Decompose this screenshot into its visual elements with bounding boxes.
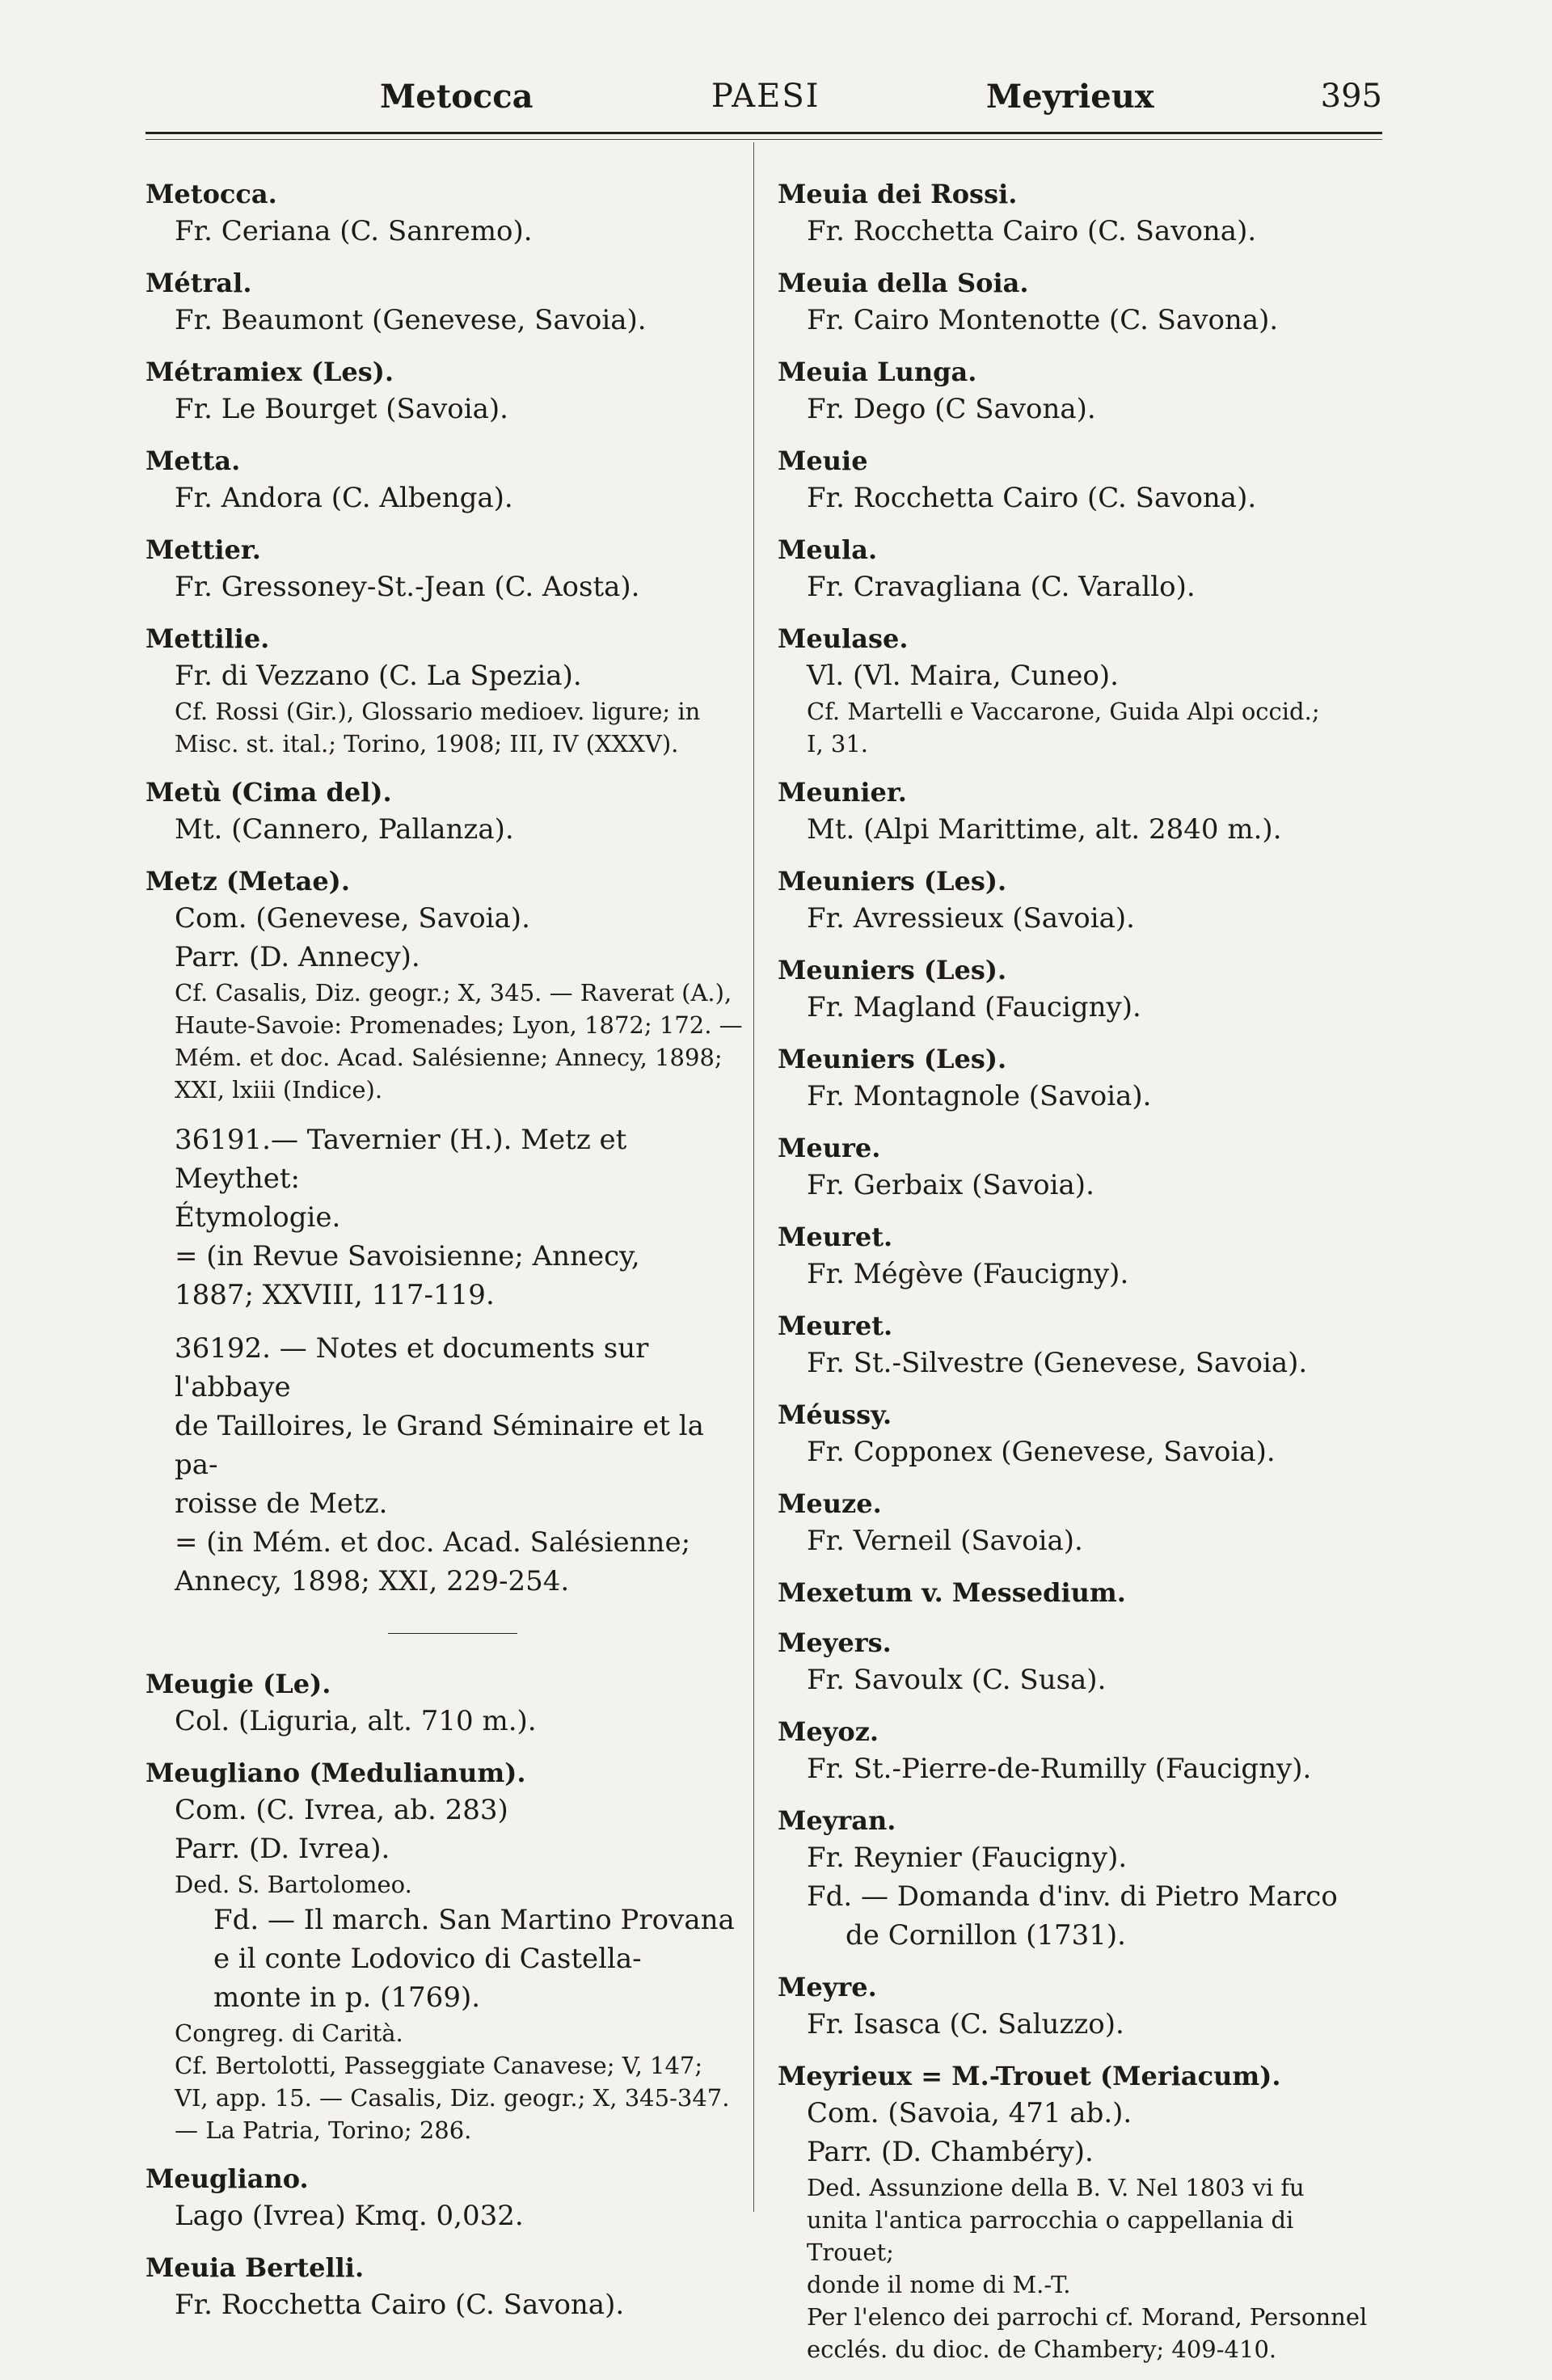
entry-line: Fr. Isasca (C. Saluzzo).	[807, 2008, 1124, 2040]
bibliography-line: de Tailloires, le Grand Séminaire et la pa-	[175, 1410, 704, 1481]
dictionary-entry	[778, 1041, 1380, 1116]
entry-note: Cf. Rossi (Gir.), Glossario medioev. ligure; in	[175, 698, 701, 725]
entry-line: Fr. Gerbaix (Savoia).	[807, 1169, 1094, 1201]
entry-line: Com. (Genevese, Savoia).	[175, 902, 530, 935]
entry-line: Fr. Cairo Montenotte (C. Savona).	[807, 304, 1279, 336]
entry-continuation: monte in p. (1769).	[213, 1981, 481, 2014]
entry-headword: Meuia Lunga.	[778, 357, 977, 387]
dictionary-entry	[146, 1666, 748, 1741]
entry-headword: Mexetum v. Messedium.	[778, 1577, 1126, 1608]
entry-headword: Meulase.	[778, 623, 909, 654]
dictionary-entry	[146, 2250, 748, 2324]
entry-line: Col. (Liguria, alt. 710 m.).	[175, 1705, 537, 1737]
dictionary-entry	[778, 774, 1380, 849]
bibliography-line: Étymologie.	[175, 1201, 341, 1234]
entry-note: Congreg. di Carità.	[175, 2019, 403, 2047]
dictionary-entry	[778, 1397, 1380, 1471]
entry-headword: Meuze.	[778, 1488, 882, 1519]
entry-note: Cf. Bertolotti, Passeggiate Canavese; V, 147;	[175, 2052, 703, 2079]
dictionary-entry	[778, 1803, 1380, 1955]
entry-note: I, 31.	[807, 730, 869, 757]
entry-line: Fr. Ceriana (C. Sanremo).	[175, 215, 533, 247]
dictionary-entry	[778, 1714, 1380, 1788]
dictionary-entry	[778, 1308, 1380, 1382]
entry-line: Com. (Savoia, 471 ab.).	[807, 2097, 1132, 2129]
entry-headword: Metù (Cima del).	[146, 777, 392, 808]
entry-note: Cf. Martelli e Vaccarone, Guida Alpi occid.;	[807, 698, 1320, 725]
header-rule	[146, 132, 1382, 134]
entry-continuation: e il conte Lodovico di Castella-	[213, 1943, 642, 1975]
dictionary-entry	[778, 354, 1380, 428]
entry-note: Mém. et doc. Acad. Salésienne; Annecy, 1898;	[175, 1044, 723, 1071]
entry-headword: Meyran.	[778, 1805, 896, 1836]
right-column	[778, 176, 1380, 2380]
dictionary-entry	[778, 1486, 1380, 1560]
dictionary-entry	[778, 443, 1380, 517]
dictionary-entry	[146, 774, 748, 849]
entry-headword: Meuret.	[778, 1310, 893, 1341]
dictionary-entry	[778, 952, 1380, 1027]
column-divider	[753, 142, 754, 2212]
entry-line: Fr. Le Bourget (Savoia).	[175, 393, 508, 425]
entry-headword: Meuia dei Rossi.	[778, 179, 1018, 209]
dictionary-entry	[778, 621, 1380, 760]
entry-line: Parr. (D. Ivrea).	[175, 1833, 390, 1865]
dictionary-entry	[146, 621, 748, 760]
entry-note: Misc. st. ital.; Torino, 1908; III, IV (XXXV).	[175, 730, 679, 757]
entry-note: — La Patria, Torino; 286.	[175, 2116, 472, 2144]
dictionary-entry	[146, 1755, 748, 2146]
entry-note: VI, app. 15. — Casalis, Diz. geogr.; X, 345-347.	[175, 2084, 730, 2112]
entry-line: Fr. Reynier (Faucigny).	[807, 1842, 1128, 1874]
entry-headword: Meuniers (Les).	[778, 866, 1007, 897]
entry-line: Vl. (Vl. Maira, Cuneo).	[807, 660, 1119, 692]
dictionary-entry	[778, 1130, 1380, 1205]
entry-headword: Meyre.	[778, 1972, 877, 2002]
entry-line: Mt. (Cannero, Pallanza).	[175, 813, 514, 846]
entry-note: ecclés. du dioc. de Chambery; 409-410.	[807, 2336, 1277, 2363]
bibliography-line: = (in Revue Savoisienne; Annecy,	[175, 1240, 640, 1272]
entry-line: Fr. Beaumont (Genevese, Savoia).	[175, 304, 647, 336]
entry-line: Com. (C. Ivrea, ab. 283)	[175, 1794, 508, 1826]
dictionary-entry	[146, 532, 748, 606]
entry-line: Fr. Dego (C Savona).	[807, 393, 1096, 425]
entry-line: Fr. Andora (C. Albenga).	[175, 482, 513, 514]
entry-headword: Mettilie.	[146, 623, 270, 654]
entry-note: Ded. Assunzione della B. V. Nel 1803 vi fu	[807, 2174, 1305, 2201]
header-left-term: Metocca	[380, 78, 534, 116]
entry-continuation: de Cornillon (1731).	[846, 1919, 1126, 1952]
dictionary-entry	[778, 1575, 1380, 1610]
entry-line: Fr. Rocchetta Cairo (C. Savona).	[175, 2289, 625, 2321]
dictionary-entry	[146, 265, 748, 340]
header-right-term: Meyrieux	[986, 78, 1154, 116]
bibliography-line: 36191.— Tavernier (H.). Metz et Meythet:	[175, 1124, 627, 1195]
entry-line: Fd. — Domanda d'inv. di Pietro Marco	[807, 1880, 1338, 1913]
dictionary-entry	[146, 2161, 748, 2235]
entry-headword: Métramiex (Les).	[146, 357, 394, 387]
entry-note: donde il nome di M.-T.	[807, 2271, 1071, 2298]
dictionary-entry	[146, 863, 748, 1106]
entry-headword: Meuret.	[778, 1222, 893, 1252]
entry-headword: Meugliano (Medulianum).	[146, 1758, 526, 1788]
entry-headword: Meula.	[778, 534, 878, 565]
dictionary-entry	[146, 176, 748, 251]
entry-headword: Meuniers (Les).	[778, 955, 1007, 985]
dictionary-entry	[146, 354, 748, 428]
entry-line: Fr. Savoulx (C. Susa).	[807, 1664, 1107, 1696]
entry-line: Fr. St.-Pierre-de-Rumilly (Faucigny).	[807, 1753, 1312, 1785]
entry-note: Per l'elenco dei parrochi cf. Morand, Personnel	[807, 2303, 1368, 2331]
entry-note: unita l'antica parrocchia o cappellania di Trouet;	[807, 2206, 1294, 2266]
dictionary-entry	[778, 2058, 1380, 2365]
entry-line: Mt. (Alpi Marittime, alt. 2840 m.).	[807, 813, 1282, 846]
entry-headword: Meyers.	[778, 1627, 892, 1658]
entry-line: Lago (Ivrea) Kmq. 0,032.	[175, 2200, 524, 2232]
left-column	[146, 176, 748, 2339]
dictionary-entry	[778, 863, 1380, 938]
section-separator	[388, 1633, 517, 1634]
header-rule-thin	[146, 139, 1382, 140]
entry-line: Fr. Montagnole (Savoia).	[807, 1080, 1152, 1112]
entry-note: Haute-Savoie: Promenades; Lyon, 1872; 172. —	[175, 1011, 743, 1039]
dictionary-entry	[778, 1219, 1380, 1293]
entry-line: Fr. di Vezzano (C. La Spezia).	[175, 660, 582, 692]
dictionary-entry	[778, 265, 1380, 340]
entry-line: Fr. Rocchetta Cairo (C. Savona).	[807, 215, 1257, 247]
dictionary-entry	[778, 1969, 1380, 2044]
entry-headword: Meunier.	[778, 777, 907, 808]
entry-note: Ded. S. Bartolomeo.	[175, 1871, 412, 1898]
entry-headword: Meuniers (Les).	[778, 1044, 1007, 1074]
entry-headword: Metz (Metae).	[146, 866, 350, 897]
entry-headword: Meyoz.	[778, 1716, 879, 1747]
bibliography-line: = (in Mém. et doc. Acad. Salésienne;	[175, 1526, 691, 1559]
entry-headword: Métral.	[146, 268, 252, 298]
entry-note: Cf. Casalis, Diz. geogr.; X, 345. — Raverat (A.),	[175, 979, 732, 1006]
entry-line: Fr. Cravagliana (C. Varallo).	[807, 571, 1196, 603]
entry-headword: Meuia della Soia.	[778, 268, 1029, 298]
entry-line: Fr. Avressieux (Savoia).	[807, 902, 1135, 935]
entry-headword: Meugliano.	[146, 2163, 309, 2194]
bibliography-line: roisse de Metz.	[175, 1488, 388, 1520]
page-number: 395	[1320, 78, 1382, 115]
entry-headword: Meure.	[778, 1133, 881, 1163]
bibliography-line: 1887; XXVIII, 117-119.	[175, 1279, 495, 1311]
dictionary-entry	[778, 532, 1380, 606]
entry-line: Parr. (D. Chambéry).	[807, 2136, 1094, 2168]
entry-line: Fr. St.-Silvestre (Genevese, Savoia).	[807, 1347, 1308, 1379]
entry-headword: Metocca.	[146, 179, 277, 209]
entry-headword: Meuie	[778, 445, 868, 476]
entry-line: Fr. Magland (Faucigny).	[807, 991, 1141, 1023]
dictionary-entry	[146, 443, 748, 517]
dictionary-entry	[778, 1625, 1380, 1699]
header-section: PAESI	[711, 78, 820, 115]
entry-note: XXI, lxiii (Indice).	[175, 1076, 383, 1103]
entry-line: Fr. Rocchetta Cairo (C. Savona).	[807, 482, 1257, 514]
dictionary-entry	[778, 176, 1380, 251]
page-header	[146, 74, 1382, 131]
entry-headword: Mettier.	[146, 534, 261, 565]
entry-line: Fr. Mégève (Faucigny).	[807, 1258, 1129, 1290]
bibliography-line: 36192. — Notes et documents sur l'abbaye	[175, 1332, 649, 1403]
entry-headword: Meuia Bertelli.	[146, 2252, 365, 2283]
entry-headword: Metta.	[146, 445, 241, 476]
entry-line: Fr. Gressoney-St.-Jean (C. Aosta).	[175, 571, 640, 603]
dictionary-entry	[146, 1120, 748, 1314]
entry-continuation: Fd. — Il march. San Martino Provana	[213, 1904, 735, 1936]
entry-headword: Meugie (Le).	[146, 1669, 331, 1699]
entry-line: Fr. Copponex (Genevese, Savoia).	[807, 1436, 1276, 1468]
entry-headword: Meyrieux = M.-Trouet (Meriacum).	[778, 2061, 1281, 2091]
bibliography-line: Annecy, 1898; XXI, 229-254.	[175, 1565, 570, 1597]
entry-line: Fr. Verneil (Savoia).	[807, 1525, 1083, 1557]
entry-headword: Méussy.	[778, 1399, 892, 1430]
dictionary-entry	[146, 1329, 748, 1601]
entry-line: Parr. (D. Annecy).	[175, 941, 420, 973]
